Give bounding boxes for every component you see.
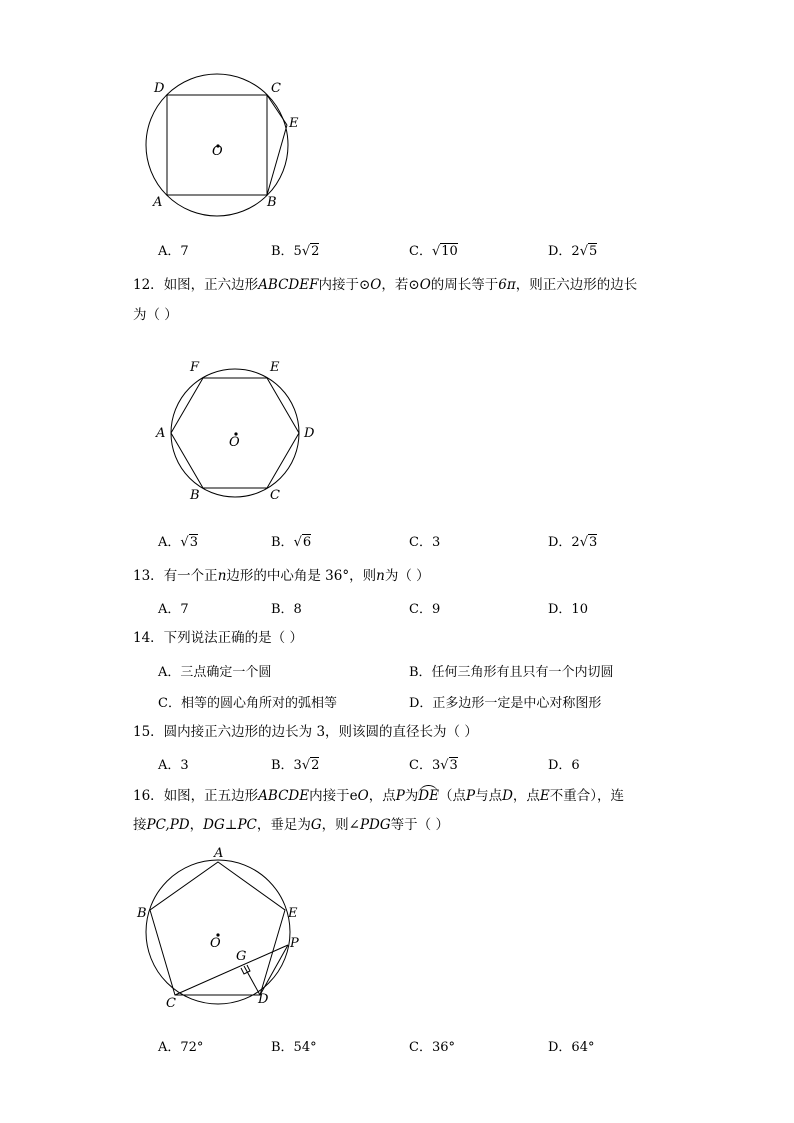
q16-question-line1: 16．如图，正五边形ABCDE内接于eO，点P为DE（点P与点D，点E不重合），连	[133, 785, 624, 806]
q15-question: 15．圆内接正六边形的边长为 3，则该圆的直径长为（ ）	[133, 724, 478, 740]
q12-label-f: F	[190, 360, 200, 375]
q16-label-a: A	[214, 846, 224, 861]
q12-option-b[interactable]: B．√6	[271, 535, 312, 550]
q16-label-b: B	[137, 906, 147, 921]
q11-label-e: E	[289, 116, 299, 131]
q14-option-b[interactable]: B．任何三角形有且只有一个内切圆	[409, 665, 614, 680]
q16-label-o: O	[210, 936, 221, 951]
q12-option-c[interactable]: C．3	[409, 535, 441, 550]
q16-segment-dg	[244, 966, 260, 995]
q12-label-a: A	[156, 426, 166, 441]
q12-label-d: D	[304, 426, 315, 441]
q12-label-c: C	[270, 488, 280, 503]
q11-option-c[interactable]: C．√10	[409, 244, 458, 259]
q16-label-p: P	[290, 936, 299, 951]
q11-label-o: O	[212, 144, 223, 159]
q16-option-b[interactable]: B．54°	[271, 1040, 317, 1055]
q13-option-d[interactable]: D．10	[548, 602, 588, 617]
q16-option-c[interactable]: C．36°	[409, 1040, 455, 1055]
q11-label-a: A	[153, 195, 163, 210]
q14-question: 14．下列说法正确的是（ ）	[133, 630, 303, 646]
q16-option-d[interactable]: D．64°	[548, 1040, 595, 1055]
q14-option-a[interactable]: A．三点确定一个圆	[158, 665, 272, 680]
q16-label-g: G	[236, 949, 247, 964]
q12-label-o: O	[229, 435, 240, 450]
q16-segment-pd	[260, 945, 288, 995]
q15-option-d[interactable]: D．6	[548, 758, 580, 773]
q16-label-e: E	[288, 906, 298, 921]
q11-label-b: B	[267, 195, 277, 210]
q16-label-c: C	[166, 996, 176, 1011]
q14-option-d[interactable]: D．正多边形一定是中心对称图形	[409, 696, 602, 711]
q11-label-c: C	[271, 81, 281, 96]
q11-option-a[interactable]: A．7	[158, 244, 189, 259]
q16-pentagon	[150, 862, 285, 995]
q12-option-d[interactable]: D．2√3	[548, 535, 598, 550]
q14-option-c[interactable]: C．相等的圆心角所对的弧相等	[158, 696, 337, 711]
q13-option-b[interactable]: B．8	[271, 602, 302, 617]
q12-label-e: E	[270, 360, 280, 375]
q13-question: 13．有一个正n边形的中心角是 36°，则n为（ ）	[133, 568, 430, 584]
q12-option-a[interactable]: A．√3	[158, 535, 198, 550]
q16-circle	[146, 860, 290, 1004]
q16-segment-pc	[175, 945, 288, 995]
q15-option-c[interactable]: C．3√3	[409, 758, 458, 773]
q15-option-a[interactable]: A．3	[158, 758, 189, 773]
q15-option-b[interactable]: B．3√2	[271, 758, 320, 773]
q12-label-b: B	[190, 488, 200, 503]
q13-option-c[interactable]: C．9	[409, 602, 441, 617]
q12-question-line2: 为（ ）	[133, 307, 178, 323]
q11-label-d: D	[154, 81, 165, 96]
q13-option-a[interactable]: A．7	[158, 602, 189, 617]
q16-option-a[interactable]: A．72°	[158, 1040, 204, 1055]
q12-question-line1: 12．如图，正六边形ABCDEF内接于⊙O，若⊙O的周长等于6π，则正六边形的边长	[133, 277, 638, 293]
q11-option-d[interactable]: D．2√5	[548, 244, 598, 259]
q11-option-b[interactable]: B．5√2	[271, 244, 320, 259]
q16-question-line2: 接PC,PD，DG⊥PC，垂足为G，则∠PDG等于（ ）	[133, 817, 449, 833]
q16-label-d: D	[258, 992, 269, 1007]
